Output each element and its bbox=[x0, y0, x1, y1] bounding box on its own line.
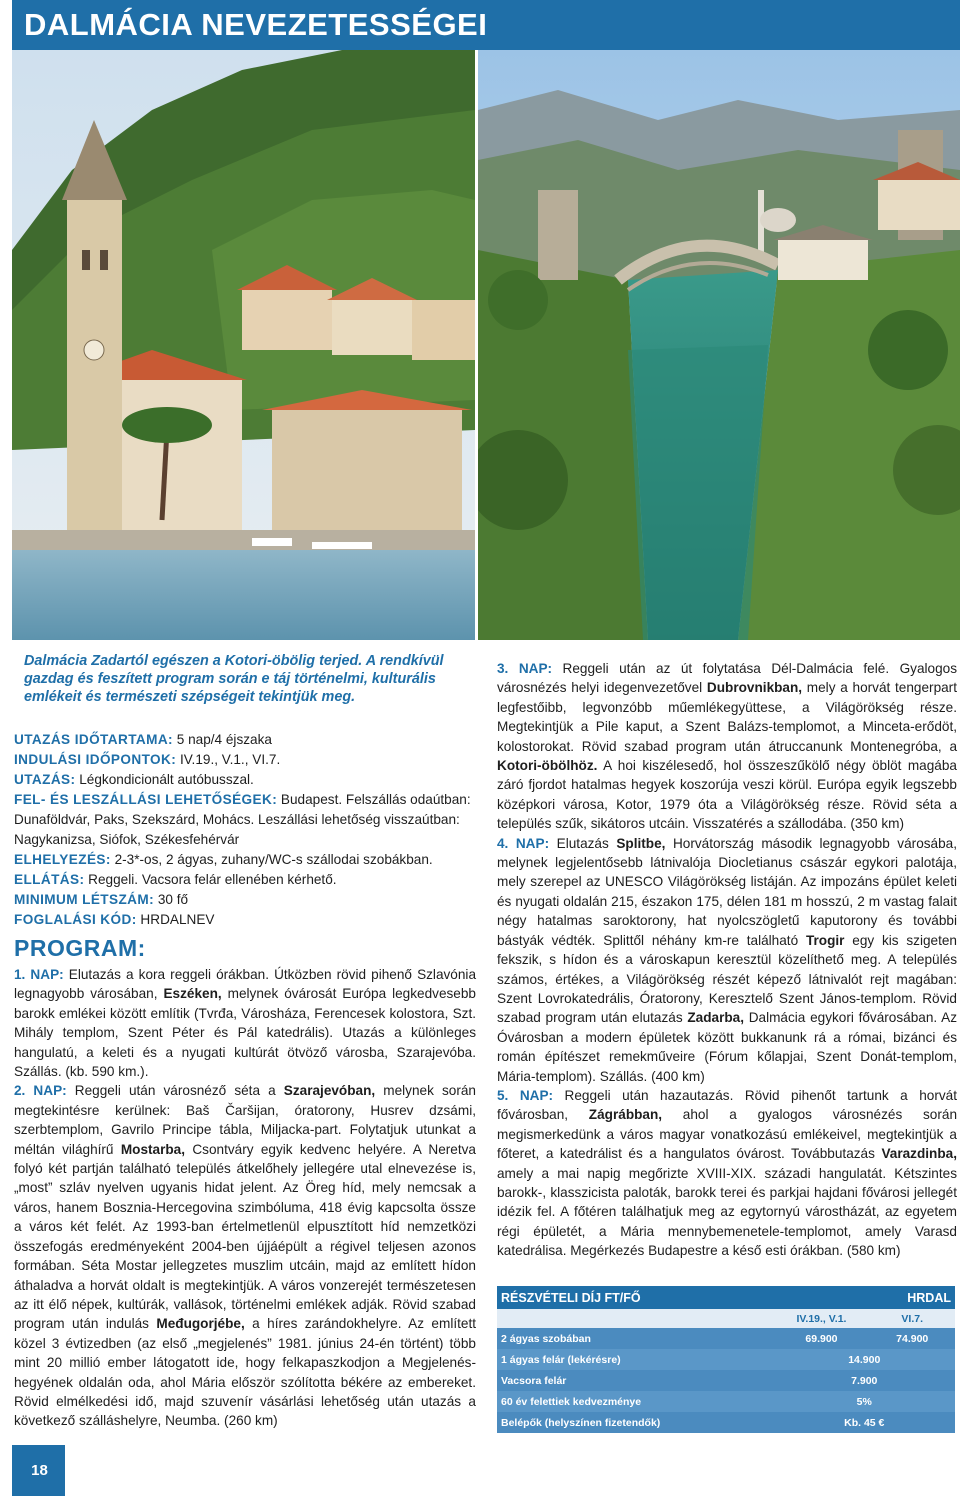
trip-facts bbox=[14, 730, 476, 930]
intro-text: Dalmácia Zadartól egészen a Kotori-öbölig terjed. A rendkívül gazdag és feszített program során e táj történelmi, kulturális emlékeit és természeti szépségeit tekintjük meg. bbox=[24, 653, 444, 705]
mostar-photo bbox=[478, 50, 960, 640]
perast-photo bbox=[12, 50, 475, 640]
program-day-2: 2. NAP: Reggeli után városnéző séta a Szarajevóban, melynek során megtekintésre kerülnek: Baš Čaršijan, óratorony, Husrev dzsámi, szerbtemplom, Gavrilo Principe tábla, Miljacka-part. Folytatjuk utunkat a méltán világhírű Mostarba, Csontváry egyik kedvenc helyére. A Neretva folyó két partján található település átkelőhely jellegére utal elnevezése is, „most” szláv nyelven ugyanis hidat jelent. Az Öreg híd, mely nemcsak a város, hanem Bosznia-Hercegovina szimbóluma, 418 évig kapcsolta össze a város két felét. Az 1993-ban értelmetlenül elpusztított híd nemzetközi összefogás eredményeként 2004-ben újjáépült a régivel teljesen azonos formában. Séta Mostar jellegzetes muszlim utcáin, majd az említett hídon áthaladva a horvát oldalt is megtekintjük. A város vonzerejét természetesen az itt élő népek, kultúrák, vallások, történelmi emlékek adják. Rövid szabad program után indulás Međugorjébe, a híres zarándokhelyre. Az említett közel 3 évtizedben (az első „megjelenés” 1981. június 24-én történt) több mint 20 millió ember látogatott ide, hogy felkapaszkodjon a Megjelenés-hegyének oldalán oda, ahol Mária először szólította békére az embereket. Rövid elmélkedési idő, majd szuvenír vásárlási lehetőség után utazás a következő szálláshelyre, Neumba. (260 km) bbox=[14, 1083, 477, 1429]
page-number: 18 bbox=[14, 1445, 65, 1496]
fact-minimum: MINIMUM LÉTSZÁM: 30 fő bbox=[14, 892, 189, 907]
program-day-3: 3. NAP: Reggeli után az út folytatása Dél-Dalmácia felé. Gyalogos városnézés helyi idegenvezetővel Dubrovnikban, mely a horvát tengerpart legfestőibb, legvonzóbb műemlékegyüttese, a Világörökség része. Megtekintjük a Pile kaput, a Szent Balázs-templomot, a Minceta-erődöt, kolostorokat. Rövid szabad program után átruccanunk Montenegróba, a Kotori-öbölhöz. A hoi kiszélesedő, hol összeszűkölő négy öblöt magába záró fjordot hatalmas hegyek koszorúja veszi körül. Európa egyik legszebb középkori városa, Kotor, 1979 óta a Világörökség része. Rövid séta a település szűk, sikátoros utcáin. Visszatérés a szállodába. (350 km) bbox=[497, 661, 957, 832]
page-title: DALMÁCIA NEVEZETESSÉGEI bbox=[12, 0, 960, 50]
price-table bbox=[497, 1286, 955, 1433]
price-row: 60 év felettiek kedvezménye 5% bbox=[497, 1391, 955, 1412]
program-right-column bbox=[497, 659, 957, 1261]
program-title: PROGRAM: bbox=[14, 935, 146, 961]
program-left-column bbox=[14, 965, 476, 1431]
fact-board: ELLÁTÁS: Reggeli. Vacsora felár ellenében kérhető. bbox=[14, 872, 337, 887]
price-row: 1 ágyas felár (lekérésre) 14.900 bbox=[497, 1349, 955, 1370]
program-day-5: 5. NAP: Reggeli után hazautazás. Rövid pihenőt tartunk a horvát fővárosban, Zágrábban, ahol a gyalogos városnézés során megismerkedünk a város magyar vonatkozású emlékeivel, megtekintjük a főteret, a katedrálist és a hangulatos óvárost. Továbbutazás Varazdinba, amely a mai napig megőrizte XVIII-XIX. századi hangulatát. Kétszintes barokk-, klasszicista paloták, barokk terei és parkjai hajdani fővárosi jellegét idézik fel. A főtéren találhatjuk meg az egytornyú várostházát, az egyetem régi épületét, a Mária mennybemenetele-templomot, amely Varasd katedrálisa. Megérkezés Budapestre a késő esti órákban. (580 km) bbox=[497, 1087, 957, 1259]
program-day-1: 1. NAP: Elutazás a kora reggeli órákban. Útközben rövid pihenő Szlavónia legnagyobb városában, Eszéken, melynek óvárosát Európa legkedvesebb barokk emlékei között említik (Tvrđa, Városháza, Ferencesek kolostora, Szt. Mihály templom, Szent Péter és Pál katedrális). Utazás a különleges hangulatú, a keleti és a nyugati kultúrát ötvöző városba, Szarajevóba. Szállás. (kb. 590 km.). bbox=[14, 967, 477, 1080]
fact-duration: UTAZÁS IDŐTARTAMA: 5 nap/4 éjszaka bbox=[14, 732, 272, 747]
fact-accommodation: ELHELYEZÉS: 2-3*-os, 2 ágyas, zuhany/WC-s szállodai szobákban. bbox=[14, 852, 433, 867]
fact-boarding: FEL- ÉS LESZÁLLÁSI LEHETŐSÉGEK: Budapest. Felszállás odaútban: Dunaföldvár, Paks, Szekszárd, Mohács. Leszállási lehetőség visszaútban: Nagykanizsa, Siófok, Székesfehérvár bbox=[14, 792, 471, 847]
price-table-dates: IV.19., V.1. VI.7. bbox=[497, 1309, 955, 1328]
fact-booking-code: FOGLALÁSI KÓD: HRDALNEV bbox=[14, 912, 215, 927]
price-row: 2 ágyas szobában 69.900 74.900 bbox=[497, 1328, 955, 1349]
fact-transport: UTAZÁS: Légkondicionált autóbusszal. bbox=[14, 772, 254, 787]
price-row: Belépők (helyszínen fizetendők) Kb. 45 € bbox=[497, 1412, 955, 1433]
price-table-header: RÉSZVÉTELI DÍJ FT/FŐ HRDAL bbox=[497, 1286, 955, 1309]
price-row: Vacsora felár 7.900 bbox=[497, 1370, 955, 1391]
program-day-4: 4. NAP: Elutazás Splitbe, Horvátország második legnagyobb városába, melynek legjelentősebb látnivalója Diocletianus császár egykori palotája, mely szerepel az UNESCO Világörökség listáján. Az impozáns épület keleti és nyugati oldalán 215, északon 175, délen 181 m hosszú, 2 m vastag falait négy hatalmas saroktorony, hat nyolcszögletű kaputorony és további bástyák védték. Splittől néhány km-re található Trogir egy kis szigeten fekszik, s hídon és a városkapun keresztül közelíthető meg. A település számos, értékes, a Világörökség részét képező látnivalót rejt magában: Szent Lovrokatedrális, Óratorony, Keresztelő Szent János-templom. Rövid szabad program után elutazás Zadarba, Dalmácia egykori fővárosában. Az Óvárosban a modern épületek között bukkanunk rá a római, bizánci és román építészet remekműveire (Fórum kőlapjai, Szent Donát-templom, Mária-templom). Szállás. (400 km) bbox=[497, 835, 958, 1084]
fact-departure-dates: INDULÁSI IDŐPONTOK: IV.19., V.1., VI.7. bbox=[14, 752, 281, 767]
